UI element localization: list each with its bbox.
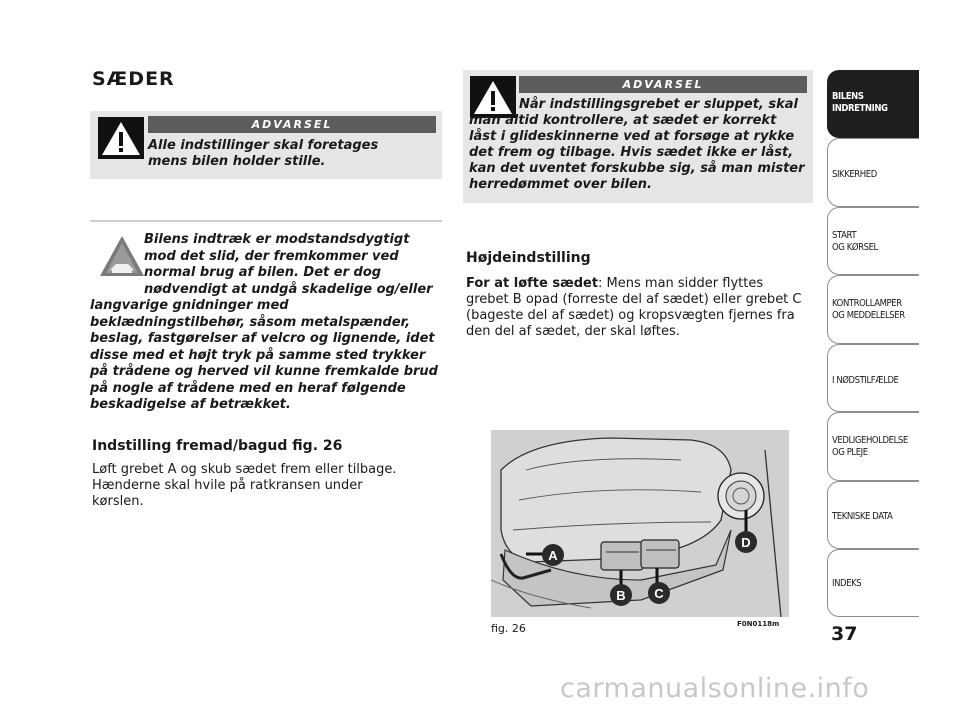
warning-text: Når indstillingsgrebet er sluppet, skal man altid kontrollere, at sædet er korrekt låst i glideskinnerne ved at forsøge at rykke det frem og tilbage. Hvis sædet ikke er låst, kan det uventet forskubbe sig, så man mister herredømmet over bilen. — [469, 97, 805, 192]
warning-label: ADVARSEL — [519, 76, 807, 93]
nav-label: VEDLIGEHOLDELSE OG PLEJE — [832, 435, 908, 458]
nav-tab-start-og-korsel[interactable] — [827, 207, 919, 275]
nav-label: BILENS INDRETNING — [832, 91, 888, 114]
watermark: carmanualsonline.info — [560, 673, 870, 704]
nav-label: I NØDSTILFÆLDE — [832, 375, 899, 386]
callout-c: C — [654, 586, 664, 601]
callout-b: B — [616, 588, 626, 603]
fore-aft-text: Løft grebet A og skub sædet frem eller tilbage. Hænderne skal hvile på ratkransen under kørslen. — [92, 462, 397, 509]
divider — [90, 220, 442, 222]
nav-tab-kontrollamper[interactable] — [827, 275, 919, 344]
height-text — [466, 276, 806, 340]
warning-box-1 — [90, 111, 442, 179]
nav-label: SIKKERHED — [832, 169, 877, 180]
nav-tab-sikkerhed[interactable] — [827, 138, 919, 207]
nav-label: START OG KØRSEL — [832, 230, 878, 253]
warning-triangle-icon — [98, 117, 144, 159]
nav-tab-vedligeholdelse[interactable] — [827, 412, 919, 481]
page-number: 37 — [831, 623, 858, 645]
height-lead: For at løfte sædet — [466, 276, 599, 291]
seat-adjustment-illustration — [491, 430, 789, 617]
nav-label: TEKNISKE DATA — [832, 511, 893, 522]
nav-tab-i-nodstilfaelde[interactable] — [827, 344, 919, 412]
nav-tab-indeks[interactable] — [827, 549, 919, 617]
callout-d: D — [741, 535, 751, 550]
callout-a: A — [548, 548, 558, 563]
figure-code: F0N0118m — [737, 620, 780, 628]
nav-label: KONTROLLAMPER OG MEDDELELSER — [832, 298, 905, 321]
height-heading: Højdeindstilling — [466, 250, 591, 266]
nav-label: INDEKS — [832, 578, 862, 589]
fore-aft-heading: Indstilling fremad/bagud fig. 26 — [92, 438, 343, 454]
nav-tab-tekniske-data[interactable] — [827, 481, 919, 549]
warning-box-2 — [463, 70, 813, 203]
height-body: : Mens man sidder flyttes grebet B opad (forreste del af sædet) eller grebet C (bageste del af sædet) og kropsvægten fjernes fra den del af sædet, der skal løftes. — [466, 276, 802, 339]
warning-label: ADVARSEL — [148, 116, 436, 133]
figure-caption: fig. 26 — [491, 622, 526, 635]
figure-26 — [491, 430, 789, 617]
environment-note-text: Bilens indtræk er modstandsdygtigt mod det slid, der fremkommer ved normal brug af bilen. Det er dog nødvendigt at undgå skadelige og/eller langvarige gnidninger med beklædningstilbehør, såsom metalspænder, beslag, fastgørelser af velcro og lignende, idet disse med et højt tryk på samme sted trykker på trådene og herved vil kunne fremkalde brud på nogle af trådene med en heraf følgende beskadigelse af betrækket. — [90, 232, 438, 412]
section-title: SÆDER — [92, 68, 175, 90]
warning-text: Alle indstillinger skal foretages mens bilen holder stille. — [148, 138, 379, 169]
nav-tab-bilens-indretning[interactable] — [827, 70, 919, 138]
